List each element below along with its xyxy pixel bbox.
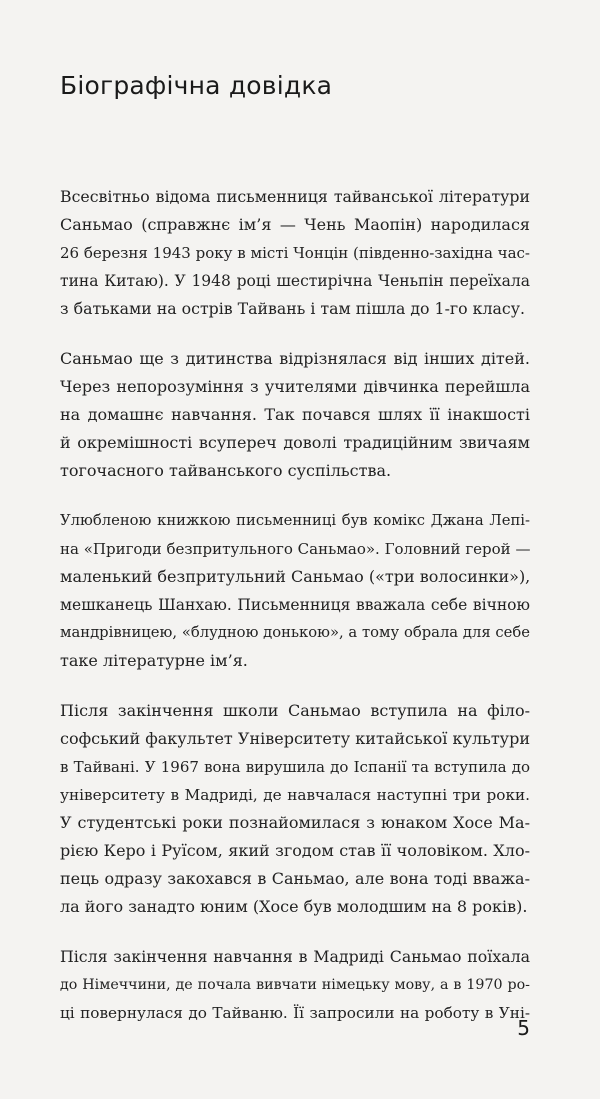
text-line: Після закінчення школи Саньмао вступила на філо- [60,701,530,720]
text-line: Після закінчення навчання в Мадриді Саньмао поїхала [60,947,530,966]
text-line: на «Пригоди безпритульного Саньмао». Головний герой — [60,540,531,558]
text-line: Саньмао ще з дитинства відрізнялася від інших дітей. [60,349,530,368]
text-line: Всесвітньо відома письменниця тайванської літератури [60,187,530,206]
text-line: рією Керо і Руїсом, який згодом став її чоловіком. Хло- [60,841,530,860]
text-line: Через непорозуміння з учителями дівчинка перейшла [60,377,530,396]
text-line: тина Китаю). У 1948 році шестирічна Ченьпін переїхала [60,272,530,290]
paragraph-childhood [60,345,530,485]
text-line: університету в Мадриді, де навчалася наступні три роки. [60,786,530,804]
text-line: мандрівницею, «блудною донькою», а тому обрала для себе [60,624,530,641]
page-title: Біографічна довідка [60,71,333,100]
text-line: й окремішності всупереч доволі традиційним звичаям [60,433,530,452]
text-line: ла його занадто юним (Хосе був молодшим на 8 років). [60,897,528,916]
text-line: софський факультет Університету китайської культури [60,729,530,748]
text-line: 26 березня 1943 року в місті Чонцін (південно-західна час- [60,244,530,262]
biography-text [60,183,530,1049]
text-line: пець одразу закохався в Саньмао, але вона тоді вважа- [60,869,530,888]
text-line: Улюбленою книжкою письменниці був комікс Джана Лепі- [60,512,530,529]
text-line: ці повернулася до Тайваню. Її запросили на роботу в Уні- [60,1004,530,1022]
page-number: 5 [517,1016,530,1040]
text-line: до Німеччини, де почала вивчати німецьку мову, а в 1970 ро- [60,977,530,993]
text-line: тогочасного тайванського суспільства. [60,461,392,480]
text-line: на домашнє навчання. Так почався шлях її інакшості [60,405,530,424]
text-line: з батьками на острів Тайвань і там пішла до 1-го класу. [60,299,525,318]
text-line: маленький безпритульний Саньмао («три волосинки»), [60,567,531,586]
paragraph-germany [60,943,530,1027]
text-line: таке літературне ім’я. [60,651,248,670]
text-line: мешканець Шанхаю. Письменниця вважала себе вічною [60,596,530,614]
text-line: в Тайвані. У 1967 вона вирушила до Іспанії та вступила до [60,758,530,776]
paragraph-pen-name [60,507,530,675]
text-line: Саньмао (справжнє ім’я — Чень Маопін) народилася [60,215,530,234]
paragraph-birth [60,183,530,323]
text-line: У студентські роки познайомилася з юнаком Хосе Ма- [60,813,530,832]
paragraph-university [60,697,530,921]
